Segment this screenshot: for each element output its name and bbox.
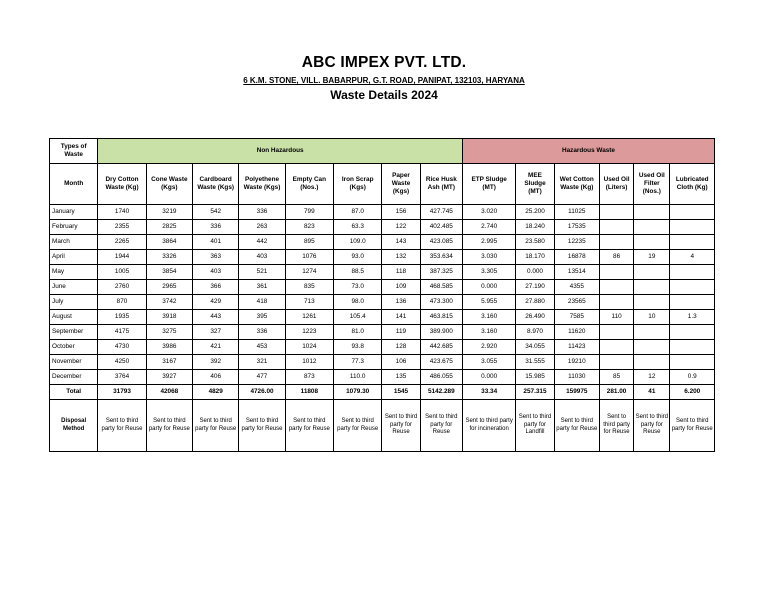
table-row	[50, 220, 715, 235]
table-cell: 2.920	[462, 340, 515, 355]
table-cell: 403	[193, 265, 239, 280]
table-cell	[599, 235, 633, 250]
table-cell: 1076	[285, 250, 333, 265]
table-cell: 835	[285, 280, 333, 295]
table-cell: 23565	[554, 295, 599, 310]
column-header: Cardboard Waste (Kgs)	[193, 164, 239, 205]
table-cell	[599, 325, 633, 340]
table-cell: 406	[193, 370, 239, 385]
table-cell	[670, 205, 715, 220]
column-header: Polyethene Waste (Kgs)	[239, 164, 285, 205]
table-cell: 366	[193, 280, 239, 295]
table-cell: 81.0	[334, 325, 382, 340]
table-cell: 4829	[193, 385, 239, 400]
column-header: Used Oil (Liters)	[599, 164, 633, 205]
table-cell: 15.985	[516, 370, 554, 385]
table-cell: 421	[193, 340, 239, 355]
month-label: June	[50, 280, 98, 295]
table-cell: 427.745	[420, 205, 462, 220]
table-cell	[599, 340, 633, 355]
table-cell: 2825	[146, 220, 192, 235]
table-cell: Sent to third party for Reuse	[239, 400, 285, 452]
table-cell: 86	[599, 250, 633, 265]
total-row	[50, 385, 715, 400]
column-header-row	[50, 164, 715, 205]
table-cell: 132	[382, 250, 420, 265]
table-cell: 403	[239, 250, 285, 265]
table-cell: 141	[382, 310, 420, 325]
table-cell: 31.555	[516, 355, 554, 370]
table-cell: 3986	[146, 340, 192, 355]
table-cell: Sent to third party for Reuse	[98, 400, 146, 452]
table-row	[50, 295, 715, 310]
table-cell: 41	[634, 385, 670, 400]
table-cell: Sent to third party for Reuse	[554, 400, 599, 452]
table-cell: Sent to third party for Reuse	[382, 400, 420, 452]
non-hazardous-header: Non Hazardous	[98, 139, 463, 164]
table-cell: 1740	[98, 205, 146, 220]
table-cell: 453	[239, 340, 285, 355]
table-cell	[634, 235, 670, 250]
table-cell	[670, 340, 715, 355]
table-cell: 521	[239, 265, 285, 280]
table-cell: 2760	[98, 280, 146, 295]
table-cell: 12235	[554, 235, 599, 250]
table-cell: 93.8	[334, 340, 382, 355]
table-cell: 3.055	[462, 355, 515, 370]
table-cell	[634, 355, 670, 370]
table-cell: 1.3	[670, 310, 715, 325]
table-cell: 2965	[146, 280, 192, 295]
table-cell: 336	[239, 325, 285, 340]
table-cell: 3.020	[462, 205, 515, 220]
table-cell: 463.815	[420, 310, 462, 325]
table-cell: 442	[239, 235, 285, 250]
table-cell: 442.685	[420, 340, 462, 355]
table-cell	[599, 205, 633, 220]
table-cell	[599, 355, 633, 370]
table-row	[50, 325, 715, 340]
table-cell: 11808	[285, 385, 333, 400]
table-cell: 10	[634, 310, 670, 325]
table-cell: 1274	[285, 265, 333, 280]
table-cell	[634, 220, 670, 235]
table-cell: 7585	[554, 310, 599, 325]
table-cell: 423.675	[420, 355, 462, 370]
table-cell: 19	[634, 250, 670, 265]
table-cell	[634, 340, 670, 355]
month-label: October	[50, 340, 98, 355]
table-cell: 156	[382, 205, 420, 220]
month-label: March	[50, 235, 98, 250]
table-cell: 468.585	[420, 280, 462, 295]
document-title: Waste Details 2024	[330, 88, 438, 102]
table-cell: 4355	[554, 280, 599, 295]
table-cell: 17535	[554, 220, 599, 235]
table-cell: 392	[193, 355, 239, 370]
table-cell: 799	[285, 205, 333, 220]
table-cell	[670, 235, 715, 250]
table-cell: 1944	[98, 250, 146, 265]
table-cell: 542	[193, 205, 239, 220]
table-cell: 3167	[146, 355, 192, 370]
table-cell: 109.0	[334, 235, 382, 250]
table-cell: 31793	[98, 385, 146, 400]
table-cell: 361	[239, 280, 285, 295]
table-cell	[670, 355, 715, 370]
table-cell: 135	[382, 370, 420, 385]
month-label: January	[50, 205, 98, 220]
table-cell: 25.200	[516, 205, 554, 220]
category-row	[50, 139, 715, 164]
table-cell: Sent to third party for incineration	[462, 400, 515, 452]
month-label: July	[50, 295, 98, 310]
table-cell: Sent to third party for Reuse	[193, 400, 239, 452]
table-cell: 3742	[146, 295, 192, 310]
table-cell	[599, 220, 633, 235]
table-cell: 401	[193, 235, 239, 250]
table-cell: 387.325	[420, 265, 462, 280]
table-cell: 105.4	[334, 310, 382, 325]
table-cell: 0.000	[462, 280, 515, 295]
column-header: Used Oil Filter (Nos.)	[634, 164, 670, 205]
table-row	[50, 250, 715, 265]
table-cell: 486.055	[420, 370, 462, 385]
column-header: Month	[50, 164, 98, 205]
table-cell: 3219	[146, 205, 192, 220]
table-cell: 395	[239, 310, 285, 325]
table-cell: 6.200	[670, 385, 715, 400]
month-label: September	[50, 325, 98, 340]
table-cell: 110.0	[334, 370, 382, 385]
table-cell: 11030	[554, 370, 599, 385]
table-cell: 3864	[146, 235, 192, 250]
table-cell: 443	[193, 310, 239, 325]
table-row	[50, 355, 715, 370]
table-cell: 327	[193, 325, 239, 340]
table-cell	[634, 325, 670, 340]
table-cell: 1005	[98, 265, 146, 280]
table-cell: 0.000	[516, 265, 554, 280]
table-cell: 119	[382, 325, 420, 340]
table-cell: 19210	[554, 355, 599, 370]
total-label: Total	[50, 385, 98, 400]
table-row	[50, 340, 715, 355]
table-cell: 3764	[98, 370, 146, 385]
table-cell: 34.055	[516, 340, 554, 355]
table-cell: 18.240	[516, 220, 554, 235]
table-cell: 4730	[98, 340, 146, 355]
table-cell: 77.3	[334, 355, 382, 370]
table-cell: 2.995	[462, 235, 515, 250]
table-cell: 3.160	[462, 325, 515, 340]
table-cell: 2.740	[462, 220, 515, 235]
table-cell: 23.580	[516, 235, 554, 250]
table-cell: 1024	[285, 340, 333, 355]
table-cell: 159975	[554, 385, 599, 400]
types-of-waste-label: Types of Waste	[50, 139, 98, 164]
table-row	[50, 280, 715, 295]
table-cell: 87.0	[334, 205, 382, 220]
table-cell: 3.305	[462, 265, 515, 280]
table-cell: 0.9	[670, 370, 715, 385]
table-cell: 823	[285, 220, 333, 235]
table-cell: 106	[382, 355, 420, 370]
table-cell: 8.970	[516, 325, 554, 340]
table-cell: 2265	[98, 235, 146, 250]
table-cell: 16878	[554, 250, 599, 265]
table-cell: 4726.00	[239, 385, 285, 400]
table-cell	[670, 325, 715, 340]
table-cell: 321	[239, 355, 285, 370]
table-cell: 18.170	[516, 250, 554, 265]
table-cell: 122	[382, 220, 420, 235]
table-cell	[634, 265, 670, 280]
table-cell: Sent to third party for Reuse	[634, 400, 670, 452]
column-header: Rice Husk Ash (MT)	[420, 164, 462, 205]
table-cell: 93.0	[334, 250, 382, 265]
table-row	[50, 370, 715, 385]
disposal-method-row	[50, 400, 715, 452]
table-cell	[634, 205, 670, 220]
table-cell: 3.160	[462, 310, 515, 325]
table-cell: 336	[239, 205, 285, 220]
table-cell: 27.190	[516, 280, 554, 295]
table-row	[50, 310, 715, 325]
table-cell: 363	[193, 250, 239, 265]
column-header: Lubricated Cloth (Kg)	[670, 164, 715, 205]
table-cell: 402.485	[420, 220, 462, 235]
table-cell	[599, 295, 633, 310]
table-cell: 110	[599, 310, 633, 325]
table-cell: 3275	[146, 325, 192, 340]
table-cell: Sent to third party for Reuse	[599, 400, 633, 452]
table-cell: 1079.30	[334, 385, 382, 400]
table-cell: 2355	[98, 220, 146, 235]
table-cell	[599, 265, 633, 280]
month-label: April	[50, 250, 98, 265]
table-cell: 1223	[285, 325, 333, 340]
table-cell: 0.000	[462, 370, 515, 385]
table-cell: 128	[382, 340, 420, 355]
table-cell: 12	[634, 370, 670, 385]
table-cell: 423.085	[420, 235, 462, 250]
month-label: February	[50, 220, 98, 235]
table-cell: 13514	[554, 265, 599, 280]
table-cell: 873	[285, 370, 333, 385]
table-cell: 1261	[285, 310, 333, 325]
table-cell: 263	[239, 220, 285, 235]
table-cell: 33.34	[462, 385, 515, 400]
table-cell: 3326	[146, 250, 192, 265]
column-header: Paper Waste (Kgs)	[382, 164, 420, 205]
table-cell: 109	[382, 280, 420, 295]
table-cell	[670, 265, 715, 280]
table-cell: 3854	[146, 265, 192, 280]
table-cell: 3927	[146, 370, 192, 385]
table-cell: 353.634	[420, 250, 462, 265]
column-header: Empty Can (Nos.)	[285, 164, 333, 205]
column-header: MEE Sludge (MT)	[516, 164, 554, 205]
table-cell: 63.3	[334, 220, 382, 235]
table-cell: 11620	[554, 325, 599, 340]
table-cell: 3.030	[462, 250, 515, 265]
table-cell: 336	[193, 220, 239, 235]
table-cell: 713	[285, 295, 333, 310]
table-cell: 281.00	[599, 385, 633, 400]
table-cell: 11025	[554, 205, 599, 220]
table-cell	[670, 280, 715, 295]
column-header: Iron Scrap (Kgs)	[334, 164, 382, 205]
table-row	[50, 235, 715, 250]
table-cell: Sent to third party for Reuse	[420, 400, 462, 452]
table-cell: 42068	[146, 385, 192, 400]
table-cell: 136	[382, 295, 420, 310]
table-cell: 88.5	[334, 265, 382, 280]
column-header: Cone Waste (Kgs)	[146, 164, 192, 205]
table-cell: 11423	[554, 340, 599, 355]
month-label: November	[50, 355, 98, 370]
table-cell: 85	[599, 370, 633, 385]
waste-details-table	[49, 138, 715, 452]
table-cell: 5142.289	[420, 385, 462, 400]
table-cell: 429	[193, 295, 239, 310]
column-header: Dry Cotton Waste (Kg)	[98, 164, 146, 205]
table-cell: 477	[239, 370, 285, 385]
table-cell	[670, 295, 715, 310]
table-cell: Sent to third party for Reuse	[285, 400, 333, 452]
table-cell: Sent to third party for Reuse	[670, 400, 715, 452]
company-address: 6 K.M. STONE, VILL. BABARPUR, G.T. ROAD, PANIPAT, 132103, HARYANA	[243, 76, 525, 85]
table-cell: 4175	[98, 325, 146, 340]
hazardous-header: Hazardous Waste	[462, 139, 714, 164]
month-label: December	[50, 370, 98, 385]
table-cell	[634, 295, 670, 310]
table-cell: 27.880	[516, 295, 554, 310]
table-cell: Sent to third party for Landfill	[516, 400, 554, 452]
table-cell: 418	[239, 295, 285, 310]
company-name: ABC IMPEX PVT. LTD.	[301, 54, 467, 71]
table-cell: 1545	[382, 385, 420, 400]
table-cell	[670, 220, 715, 235]
table-cell: 1012	[285, 355, 333, 370]
table-cell: 5.955	[462, 295, 515, 310]
disposal-label: Disposal Method	[50, 400, 98, 452]
table-cell: 257.315	[516, 385, 554, 400]
table-cell	[599, 280, 633, 295]
table-cell: 473.300	[420, 295, 462, 310]
table-cell: 3918	[146, 310, 192, 325]
table-cell: 143	[382, 235, 420, 250]
table-cell: 73.0	[334, 280, 382, 295]
table-cell: Sent to third party for Reuse	[146, 400, 192, 452]
table-cell	[634, 280, 670, 295]
column-header: Wet Cotton Waste (Kg)	[554, 164, 599, 205]
table-cell: 1935	[98, 310, 146, 325]
table-cell: 895	[285, 235, 333, 250]
table-cell: Sent to third party for Reuse	[334, 400, 382, 452]
table-row	[50, 205, 715, 220]
table-cell: 4	[670, 250, 715, 265]
column-header: ETP Sludge (MT)	[462, 164, 515, 205]
table-row	[50, 265, 715, 280]
month-label: May	[50, 265, 98, 280]
month-label: August	[50, 310, 98, 325]
table-cell: 98.0	[334, 295, 382, 310]
table-cell: 870	[98, 295, 146, 310]
table-cell: 118	[382, 265, 420, 280]
table-cell: 26.490	[516, 310, 554, 325]
table-cell: 4250	[98, 355, 146, 370]
table-cell: 389.900	[420, 325, 462, 340]
